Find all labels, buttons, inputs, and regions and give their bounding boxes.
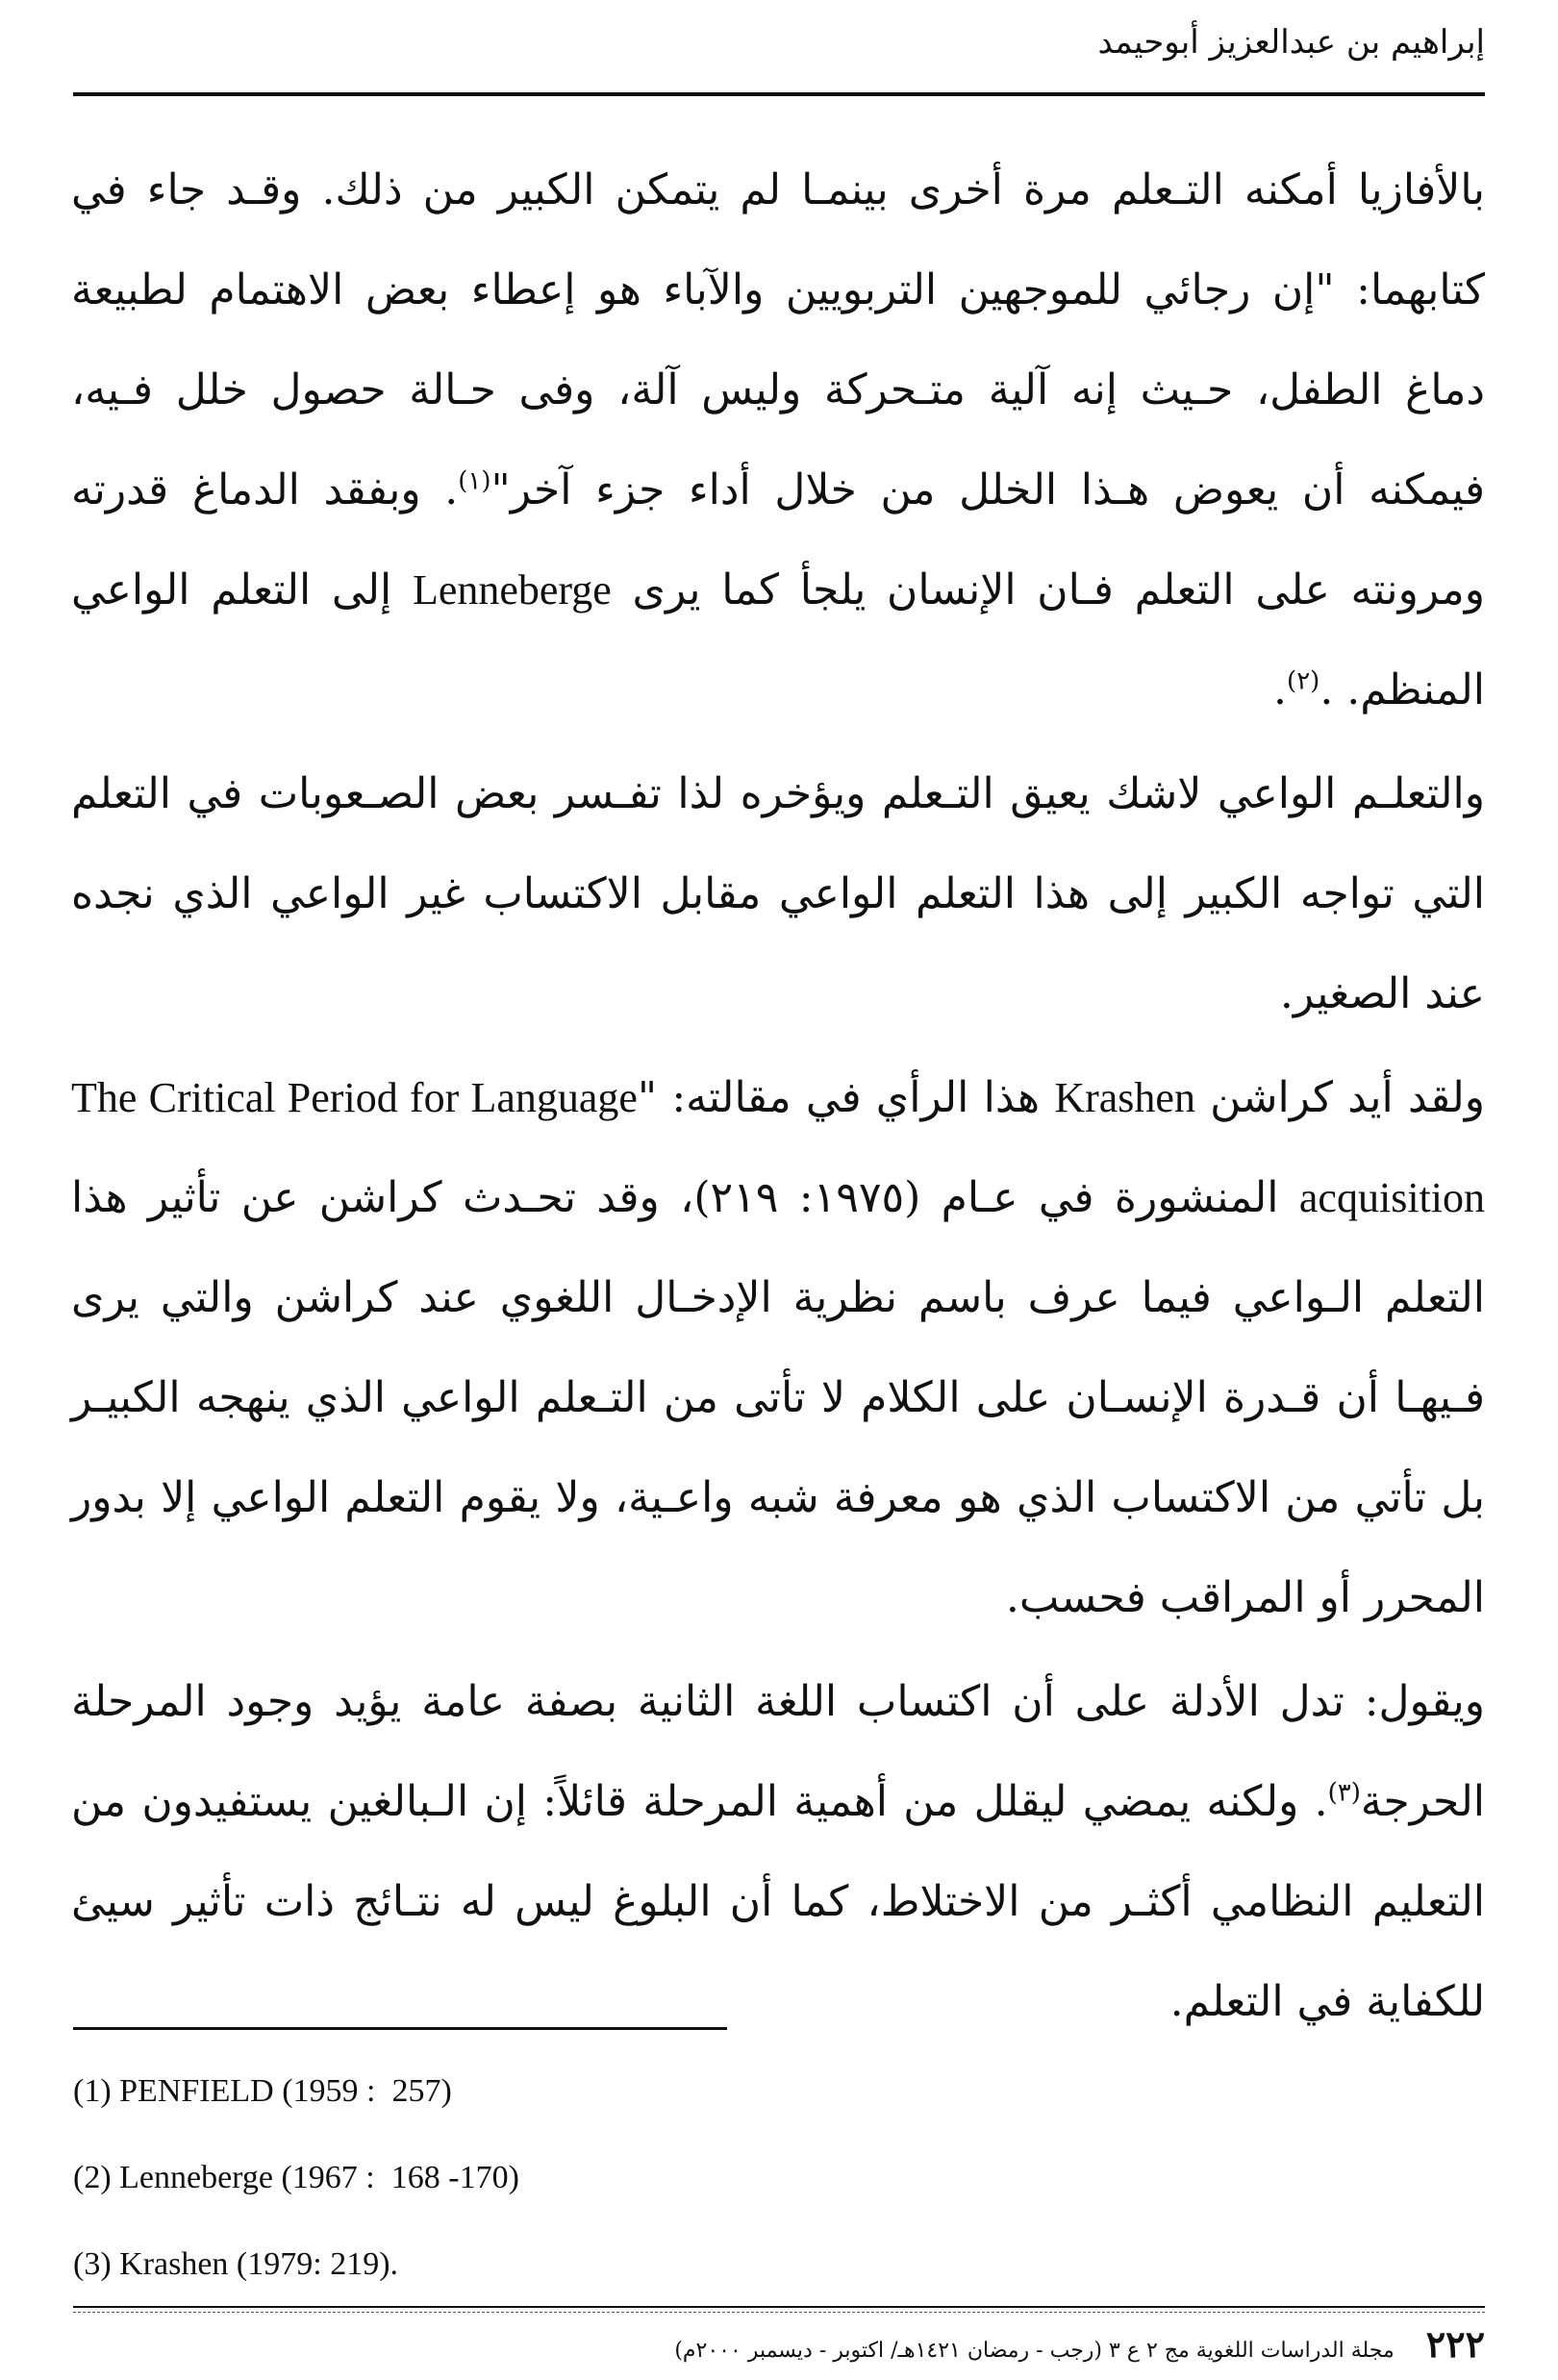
header-rule [73, 92, 1485, 96]
paragraph-2: والتعلـم الواعي لاشك يعيق التـعلم ويؤخره لذا تفـسر بعض الصـعوبات في التعلم التي تواجه الكبير إلى هذا التعلم الواعي مقابل الاكتساب غير الواعي الذي نجده عند الصغير. [71, 769, 1485, 1018]
footnote-1: (1) PENFIELD (1959 : 257) [73, 2073, 452, 2109]
paragraph-4 [71, 1652, 1485, 2052]
page-footer [539, 2322, 1485, 2370]
paragraph-3-part-a: ولقد أيد كراشن [1210, 1073, 1485, 1122]
paragraph-1-part-b: . وبفقد الدماغ قدرته ومرونته على التعلم فـان الإنسان يلجأ كما يرى [71, 465, 1485, 614]
footnote-ref-2[interactable]: (٢) [1287, 666, 1320, 696]
paragraph-3-part-c: المنشورة في عـام (١٩٧٥: ٢١٩)، وقد تحـدث كراشن عن تأثير هذا التعلم الـواعي فيما عرف باسم نظرية الإدخـال اللغوي عند كراشن والتي يرى فـيهـا أن قـدرة الإنسـان على الكلام لا تأتى من التـعلم الواعي الذي ينهجه الكبيـر بل تأتي من الاكتساب الذي هو معرفة شبه واعـية، ولا يقوم التعلم الواعي إلا بدور المحرر أو المراقب فحسب. [71, 1173, 1485, 1622]
footnote-ref-1[interactable]: (١) [458, 466, 491, 496]
footnotes [73, 2048, 939, 2308]
latin-article-title: The Critical Period for Language acquisition [71, 1074, 1485, 1221]
paragraph-1 [71, 140, 1485, 740]
footnote-ref-3[interactable]: (٣) [1327, 1778, 1361, 1808]
body-text [71, 140, 1485, 2052]
paragraph-1-part-d: . [1273, 665, 1288, 714]
footnote-3: (3) Krashen (1979: 219). [73, 2246, 399, 2282]
paragraph-3 [71, 1048, 1485, 1648]
journal-citation: مجلة الدراسات اللغوية مج ٢ ع ٣ (رجب - رمضان ١٤٢١هـ/ اكتوبر - ديسمبر ٢٠٠٠م) [674, 2339, 1395, 2363]
footer-rule-dashed [73, 2312, 1485, 2313]
latin-term-krashen: Krashen [1054, 1074, 1195, 1121]
page-number: ٢٢٢ [1425, 2322, 1485, 2366]
running-head: إبراهيم بن عبدالعزيز أبوحيمد [1097, 23, 1485, 62]
paragraph-1-part-a: بالأفازيا أمكنه التـعلم مرة أخرى بينمـا لم يتمكن الكبير من ذلك. وقـد جاء في كتابهما: "إن رجائي للموجهين التربويين والآباء هو إعطاء بعض الاهتمام لطبيعة دماغ الطفل، حـيث إنه آلية متـحركة وليس آلة، وفى حـالة حصول خلل فـيه، فيمكنه أن يعوض هـذا الخلل من خلال أداء جزء آخر" [71, 165, 1485, 514]
latin-term-lenneberge: Lenneberge [412, 566, 612, 614]
paragraph-4-part-b: . ولكنه يمضي ليقلل من أهمية المرحلة قائلاً: إن الـبالغين يستفيدون من التعليم النظامي أكثـر من الاختلاط، كما أن البلوغ ليس له نتـائج ذات تأثير سيئ للكفاية في التعلم. [71, 1777, 1485, 2026]
footer-rule [73, 2306, 1485, 2308]
footnote-separator [73, 2027, 727, 2030]
paragraph-1-part-c: إلى التعلم الواعي المنظم. . [71, 565, 1485, 714]
paragraph-4-part-a: ويقول: تدل الأدلة على أن اكتساب اللغة الثانية بصفة عامة يؤيد وجود المرحلة الحرجة [71, 1677, 1485, 1826]
paragraph-3-part-b: هذا الرأي في مقالته: " [637, 1073, 1041, 1122]
footnote-2: (2) Lenneberge (1967 : 168 -170) [73, 2160, 519, 2195]
